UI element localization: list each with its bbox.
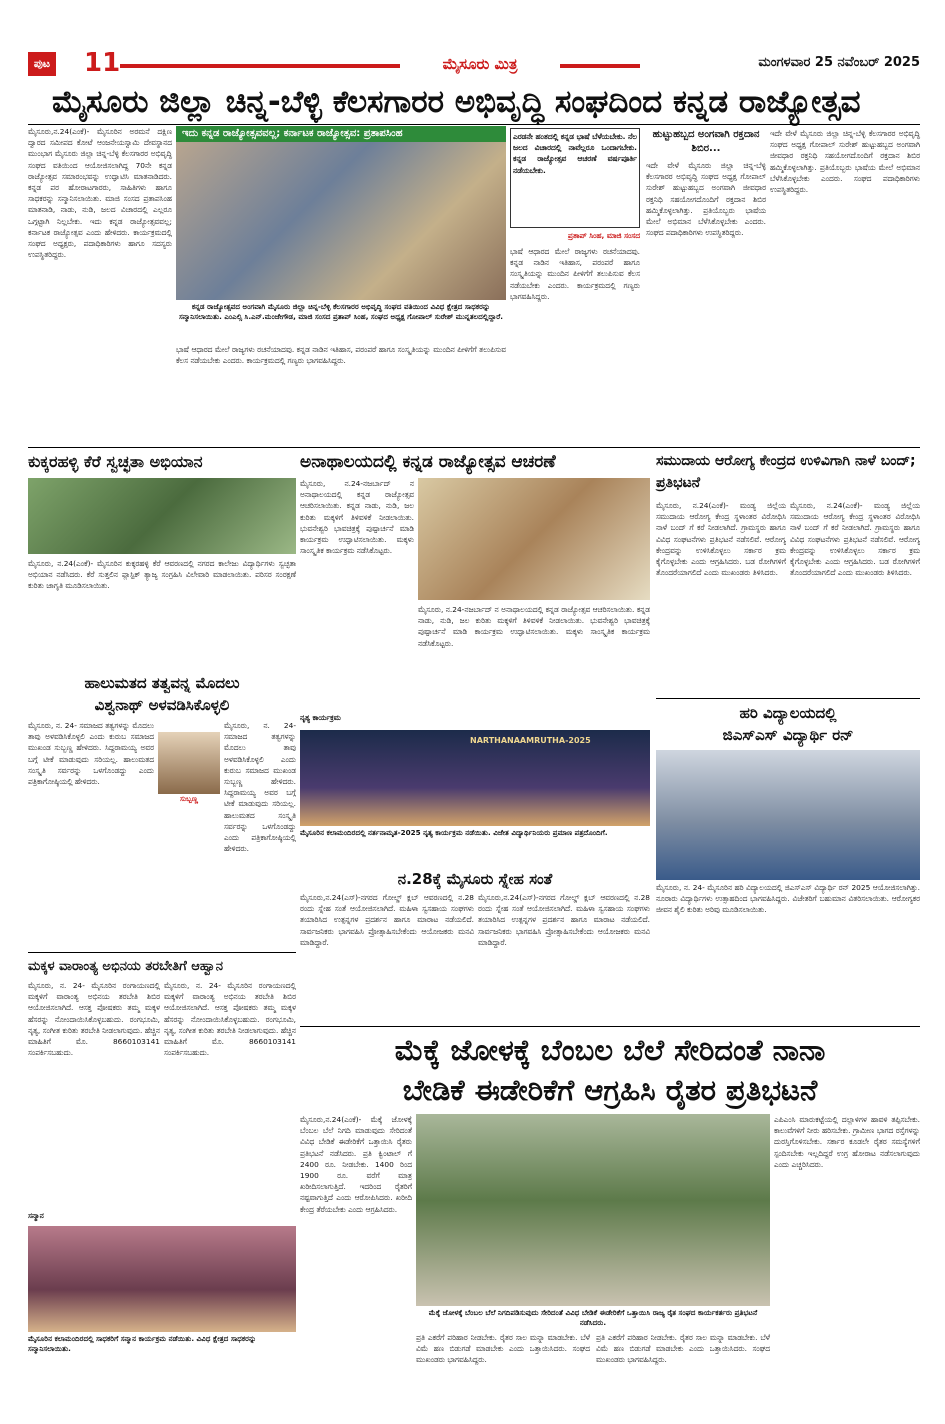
mekke-article-under: ಪ್ರತಿ ಎಕರೆಗೆ ಪರಿಹಾರ ನೀಡಬೇಕು. ರೈತರ ಸಾಲ ಮನ್ನಾ ಮಾಡಬೇಕು. ಬೆಳೆ ವಿಮೆ ಹಣ ಬಿಡುಗಡೆ ಮಾಡಬೇಕು ಎಂದು ಒತ್ತಾಯಿಸಿದರು. ಸಂಘದ ಮುಖಂಡರು ಭಾಗವಹಿಸಿದ್ದರು. <box>416 1333 590 1365</box>
community-article: ಮೈಸೂರು, ನ.24(ಎಂಕೆ)- ಮಂಡ್ಯ ಜಿಲ್ಲೆಯ ಸಮುದಾಯ ಆರೋಗ್ಯ ಕೇಂದ್ರ ಸ್ಥಳಾಂತರ ವಿರೋಧಿಸಿ ನಾಳೆ ಬಂದ್ ಗೆ ಕರೆ ನೀಡಲಾಗಿದೆ. ಗ್ರಾಮಸ್ಥರು ಹಾಗೂ ವಿವಿಧ ಸಂಘಟನೆಗಳು ಪ್ರತಿಭಟನೆ ನಡೆಸಲಿವೆ. ಆರೋಗ್ಯ ಕೇಂದ್ರವನ್ನು ಉಳಿಸಿಕೊಳ್ಳಲು ಸರ್ಕಾರ ಕ್ರಮ ಕೈಗೊಳ್ಳಬೇಕು ಎಂದು ಆಗ್ರಹಿಸಿದರು. ಬಡ ರೋಗಿಗಳಿಗೆ ತೊಂದರೆಯಾಗಲಿದೆ ಎಂದು ಮುಖಂಡರು ತಿಳಿಸಿದರು. <box>656 501 786 578</box>
issue-date: ಮಂಗಳವಾರ 25 ನವೆಂಬರ್ 2025 <box>640 52 920 74</box>
halumatha-headline-2: ವಿಶ್ವನಾಥ್ ಅಳವಡಿಸಿಕೊಳ್ಳಲಿ <box>94 696 230 714</box>
lead-article-col1: ಮೈಸೂರು,ನ.24(ಎಂಕೆ)- ಮೈಸೂರಿನ ಅರಮನೆ ದಕ್ಷಿಣ ದ್ವಾರದ ಸಮೀಪದ ಕೋಟೆ ಆಂಜನೇಯಸ್ವಾಮಿ ದೇವಸ್ಥಾನದ ಮುಂಭಾಗ ಮೈಸೂರು ಜಿಲ್ಲಾ ಚಿನ್ನ-ಬೆಳ್ಳಿ ಕೆಲಸಗಾರರ ಅಭಿವೃದ್ಧಿ ಸಂಘದ ವತಿಯಿಂದ ಆಯೋಜಿಸಲಾಗಿದ್ದ 70ನೇ ಕನ್ನಡ ರಾಜ್ಯೋತ್ಸವ ಸಮಾರಂಭವನ್ನು ಉದ್ಘಾಟಿಸಿ ಮಾತನಾಡಿದರು. ಕನ್ನಡ ಪರ ಹೋರಾಟಗಾರರು, ಸಾಹಿತಿಗಳು ಹಾಗೂ ಸಾಧಕರನ್ನು ಸನ್ಮಾನಿಸಲಾಯಿತು. ಮಾಜಿ ಸಂಸದ ಪ್ರತಾಪಸಿಂಹ ಮಾತನಾಡಿ, ನಾಡು, ನುಡಿ, ಜಲದ ವಿಚಾರದಲ್ಲಿ ಎಲ್ಲರೂ ಒಗ್ಗಟ್ಟಾಗಿ ನಿಲ್ಲಬೇಕು. ಇದು ಕನ್ನಡ ರಾಜ್ಯೋತ್ಸವವಲ್ಲ; ಕರ್ನಾಟಕ ರಾಜ್ಯೋತ್ಸವ ಎಂದು ಹೇಳಿದರು. ಕಾರ್ಯಕ್ರಮದಲ್ಲಿ ಸಂಘದ ಅಧ್ಯಕ್ಷರು, ಪದಾಧಿಕಾರಿಗಳು ಹಾಗೂ ಸದಸ್ಯರು ಉಪಸ್ಥಿತರಿದ್ದರು. <box>28 127 172 260</box>
hari-photo <box>656 750 920 880</box>
nritya-caption: ಮೈಸೂರಿನ ಕಲಾಮಂದಿರದಲ್ಲಿ ನರ್ತನಾಮೃತ-2025 ನೃತ್ಯ ಕಾರ್ಯಕ್ರಮ ನಡೆಯಿತು. ವಿಜೇತ ವಿದ್ಯಾರ್ಥಿನಿಯರು ಪ್ರಮಾಣ ಪತ್ರದೊಂದಿಗೆ. <box>300 828 608 837</box>
nritya-stage-text: NARTHANAAMRUTHA-2025 <box>470 736 591 745</box>
makkala-headline: ಮಕ್ಕಳ ವಾರಾಂತ್ಯ ಅಭಿನಯ ತರಬೇತಿಗೆ ಆಹ್ವಾನ <box>28 959 223 974</box>
halumatha-article: ಮೈಸೂರು, ನ. 24- ಸಮಾಜದ ತತ್ವಗಳನ್ನು ಮೊದಲು ತಾವು ಅಳವಡಿಸಿಕೊಳ್ಳಲಿ ಎಂದು ಕುರುಬ ಸಮಾಜದ ಮುಖಂಡ ಸುಬ್ಬಣ್ಣ ಹೇಳಿದರು. ಸಿದ್ದರಾಮಯ್ಯ ಅವರ ಬಗ್ಗೆ ಟೀಕೆ ಮಾಡುವುದು ಸರಿಯಲ್ಲ. ಹಾಲುಮತದ ಸಂಸ್ಕೃತಿ ಸರ್ವರನ್ನು ಒಳಗೊಂಡದ್ದು ಎಂದು ಪತ್ರಿಕಾಗೋಷ್ಠಿಯಲ್ಲಿ ಹೇಳಿದರು. <box>28 721 154 787</box>
sanmana-label: ಸನ್ಮಾನ <box>28 1211 44 1220</box>
anathalaya-article-2: ಮೈಸೂರು, ನ.24-ನಜರ್ಬಾದ್ ನ ಅನಾಥಾಲಯದಲ್ಲಿ ಕನ್ನಡ ರಾಜ್ಯೋತ್ಸವ ಆಚರಿಸಲಾಯಿತು. ಕನ್ನಡ ನಾಡು, ನುಡಿ, ಜಲ ಕುರಿತು ಮಕ್ಕಳಿಗೆ ತಿಳಿವಳಿಕೆ ನೀಡಲಾಯಿತು. ಭುವನೇಶ್ವರಿ ಭಾವಚಿತ್ರಕ್ಕೆ ಪುಷ್ಪಾರ್ಚನೆ ಮಾಡಿ ಕಾರ್ಯಕ್ರಮ ಉದ್ಘಾಟಿಸಲಾಯಿತು. ಮಕ್ಕಳು ಸಾಂಸ್ಕೃತಿಕ ಕಾರ್ಯಕ್ರಮ ನಡೆಸಿಕೊಟ್ಟರು. <box>418 605 650 648</box>
mekke-article: ಮೈಸೂರು,ನ.24(ಎಂಕೆ)- ಮೆಕ್ಕೆ ಜೋಳಕ್ಕೆ ಬೆಂಬಲ ಬೆಲೆ ನಿಗದಿ ಮಾಡುವುದು ಸೇರಿದಂತೆ ವಿವಿಧ ಬೇಡಿಕೆ ಈಡೇರಿಕೆಗೆ ಒತ್ತಾಯಿಸಿ ರೈತರು ಪ್ರತಿಭಟನೆ ನಡೆಸಿದರು. ಪ್ರತಿ ಕ್ವಿಂಟಾಲ್ ಗೆ 2400 ರೂ. ನೀಡಬೇಕು. 1400 ರಿಂದ 1900 ರೂ. ವರೆಗೆ ಮಾತ್ರ ಖರೀದಿಸಲಾಗುತ್ತಿದೆ. ಇದರಿಂದ ರೈತರಿಗೆ ನಷ್ಟವಾಗುತ್ತಿದೆ ಎಂದು ಆರೋಪಿಸಿದರು. ಖರೀದಿ ಕೇಂದ್ರ ತೆರೆಯಬೇಕು ಎಂದು ಆಗ್ರಹಿಸಿದರು. <box>300 1115 412 1214</box>
side-article-2: ಇದೇ ವೇಳೆ ಮೈಸೂರು ಜಿಲ್ಲಾ ಚಿನ್ನ-ಬೆಳ್ಳಿ ಕೆಲಸಗಾರರ ಅಭಿವೃದ್ಧಿ ಸಂಘದ ಅಧ್ಯಕ್ಷ ಗೋಪಾಲ್ ಸುರೇಶ್ ಹುಟ್ಟುಹಬ್ಬದ ಅಂಗವಾಗಿ ಜೀವಧಾರ ರಕ್ತನಿಧಿ ಸಹಯೋಗದೊಂದಿಗೆ ರಕ್ತದಾನ ಶಿಬಿರ ಹಮ್ಮಿಕೊಳ್ಳಲಾಗಿತ್ತು. ಪ್ರತಿಯೊಬ್ಬರು ಭಾಷೆಯ ಮೇಲೆ ಅಭಿಮಾನ ಬೆಳೆಸಿಕೊಳ್ಳಬೇಕು ಎಂದರು. ಸಂಘದ ಪದಾಧಿಕಾರಿಗಳು ಉಪಸ್ಥಿತರಿದ್ದರು. <box>770 129 920 195</box>
subbanna-photo <box>158 732 220 794</box>
divider <box>28 124 920 125</box>
kukkarahalli-headline: ಕುಕ್ಕರಹಳ್ಳಿ ಕೆರೆ ಸ್ವಚ್ಛತಾ ಅಭಿಯಾನ <box>28 452 203 471</box>
subbanna-photo-label: ಸುಬ್ಬಣ್ಣ <box>180 794 198 803</box>
mekke-headline-2: ಬೇಡಿಕೆ ಈಡೇರಿಕೆಗೆ ಆಗ್ರಹಿಸಿ ರೈತರ ಪ್ರತಿಭಟನೆ <box>402 1073 818 1107</box>
mekke-caption: ಮೆಕ್ಕೆ ಜೋಳಕ್ಕೆ ಬೆಂಬಲ ಬೆಲೆ ನಿಗದಿಪಡಿಸುವುದು ಸೇರಿದಂತೆ ವಿವಿಧ ಬೇಡಿಕೆ ಈಡೇರಿಕೆಗೆ ಒತ್ತಾಯಿಸಿ ರಾಜ್ಯ ರೈತ ಸಂಘದ ಕಾರ್ಯಕರ್ತರು ಪ್ರತಿಭಟನೆ ನಡೆಸಿದರು. <box>428 1308 758 1327</box>
community-article-2: ಮೈಸೂರು, ನ.24(ಎಂಕೆ)- ಮಂಡ್ಯ ಜಿಲ್ಲೆಯ ಸಮುದಾಯ ಆರೋಗ್ಯ ಕೇಂದ್ರ ಸ್ಥಳಾಂತರ ವಿರೋಧಿಸಿ ನಾಳೆ ಬಂದ್ ಗೆ ಕರೆ ನೀಡಲಾಗಿದೆ. ಗ್ರಾಮಸ್ಥರು ಹಾಗೂ ವಿವಿಧ ಸಂಘಟನೆಗಳು ಪ್ರತಿಭಟನೆ ನಡೆಸಲಿವೆ. ಆರೋಗ್ಯ ಕೇಂದ್ರವನ್ನು ಉಳಿಸಿಕೊಳ್ಳಲು ಸರ್ಕಾರ ಕ್ರಮ ಕೈಗೊಳ್ಳಬೇಕು ಎಂದು ಆಗ್ರಹಿಸಿದರು. ಬಡ ರೋಗಿಗಳಿಗೆ ತೊಂದರೆಯಾಗಲಿದೆ ಎಂದು ಮುಖಂಡರು ತಿಳಿಸಿದರು. <box>790 501 920 578</box>
sanmana-photo <box>28 1226 296 1332</box>
sneha-headline: ನ.28ಕ್ಕೆ ಮೈಸೂರು ಸ್ನೇಹ ಸಂತೆ <box>397 870 553 888</box>
mekke-article-right: ಎಪಿಎಂಸಿ ಮಾರುಕಟ್ಟೆಯಲ್ಲಿ ದಲ್ಲಾಳಿಗಳ ಹಾವಳಿ ತಪ್ಪಿಸಬೇಕು. ಕಾಲುವೆಗಳಿಗೆ ನೀರು ಹರಿಸಬೇಕು. ಗ್ರಾಮೀಣ ಭಾಗದ ರಸ್ತೆಗಳನ್ನು ದುರಸ್ತಿಗೊಳಿಸಬೇಕು. ಸರ್ಕಾರ ಕೂಡಲೇ ರೈತರ ಸಮಸ್ಯೆಗಳಿಗೆ ಸ್ಪಂದಿಸಬೇಕು ಇಲ್ಲದಿದ್ದರೆ ಉಗ್ರ ಹೋರಾಟ ನಡೆಸಲಾಗುವುದು ಎಂದು ಎಚ್ಚರಿಸಿದರು. <box>774 1115 920 1169</box>
lead-photo <box>176 142 506 300</box>
hari-headline-2: ಜಿಎಸ್‌ಎಸ್ ವಿದ್ಯಾರ್ಥಿ ರನ್ <box>722 726 854 744</box>
quote-author: ಪ್ರತಾಪ್ ಸಿಂಹ, ಮಾಜಿ ಸಂಸದ <box>567 231 640 240</box>
lead-caption: ಕನ್ನಡ ರಾಜ್ಯೋತ್ಸವದ ಅಂಗವಾಗಿ ಮೈಸೂರು ಜಿಲ್ಲಾ ಚಿನ್ನ-ಬೆಳ್ಳಿ ಕೆಲಸಗಾರರ ಅಭಿವೃದ್ಧಿ ಸಂಘದ ವತಿಯಿಂದ ವಿವಿಧ ಕ್ಷೇತ್ರದ ಸಾಧಕರನ್ನು ಸನ್ಮಾನಿಸಲಾಯಿತು. ಎಂಎಲ್ಸಿ ಸಿ.ಎನ್.ಮಂಜೇಗೌಡ, ಮಾಜಿ ಸಂಸದ ಪ್ರತಾಪ್ ಸಿಂಹ, ಸಂಘದ ಅಧ್ಯಕ್ಷ ಗೋಪಾಲ್ ಸುರೇಶ್ ಮುನ್ನತಲದಲ್ಲಿದ್ದಾರೆ. <box>178 302 504 321</box>
paper-name: ಮೈಸೂರು ಮಿತ್ರ <box>400 52 560 76</box>
community-headline: ಸಮುದಾಯ ಆರೋಗ್ಯ ಕೇಂದ್ರದ ಉಳಿವಿಗಾಗಿ ನಾಳೆ ಬಂದ್; ಪ್ರತಿಭಟನೆ <box>656 453 916 491</box>
side-article: ಇದೇ ವೇಳೆ ಮೈಸೂರು ಜಿಲ್ಲಾ ಚಿನ್ನ-ಬೆಳ್ಳಿ ಕೆಲಸಗಾರರ ಅಭಿವೃದ್ಧಿ ಸಂಘದ ಅಧ್ಯಕ್ಷ ಗೋಪಾಲ್ ಸುರೇಶ್ ಹುಟ್ಟುಹಬ್ಬದ ಅಂಗವಾಗಿ ಜೀವಧಾರ ರಕ್ತನಿಧಿ ಸಹಯೋಗದೊಂದಿಗೆ ರಕ್ತದಾನ ಶಿಬಿರ ಹಮ್ಮಿಕೊಳ್ಳಲಾಗಿತ್ತು. ಪ್ರತಿಯೊಬ್ಬರು ಭಾಷೆಯ ಮೇಲೆ ಅಭಿಮಾನ ಬೆಳೆಸಿಕೊಳ್ಳಬೇಕು ಎಂದರು. ಸಂಘದ ಪದಾಧಿಕಾರಿಗಳು ಉಪಸ್ಥಿತರಿದ್ದರು. <box>646 161 766 238</box>
anathalaya-article: ಮೈಸೂರು, ನ.24-ನಜರ್ಬಾದ್ ನ ಅನಾಥಾಲಯದಲ್ಲಿ ಕನ್ನಡ ರಾಜ್ಯೋತ್ಸವ ಆಚರಿಸಲಾಯಿತು. ಕನ್ನಡ ನಾಡು, ನುಡಿ, ಜಲ ಕುರಿತು ಮಕ್ಕಳಿಗೆ ತಿಳಿವಳಿಕೆ ನೀಡಲಾಯಿತು. ಭುವನೇಶ್ವರಿ ಭಾವಚಿತ್ರಕ್ಕೆ ಪುಷ್ಪಾರ್ಚನೆ ಮಾಡಿ ಕಾರ್ಯಕ್ರಮ ಉದ್ಘಾಟಿಸಲಾಯಿತು. ಮಕ್ಕಳು ಸಾಂಸ್ಕೃತಿಕ ಕಾರ್ಯಕ್ರಮ ನಡೆಸಿಕೊಟ್ಟರು. <box>300 479 414 556</box>
kukkarahalli-photo <box>28 478 296 554</box>
mekke-article-under-2: ಪ್ರತಿ ಎಕರೆಗೆ ಪರಿಹಾರ ನೀಡಬೇಕು. ರೈತರ ಸಾಲ ಮನ್ನಾ ಮಾಡಬೇಕು. ಬೆಳೆ ವಿಮೆ ಹಣ ಬಿಡುಗಡೆ ಮಾಡಬೇಕು ಎಂದು ಒತ್ತಾಯಿಸಿದರು. ಸಂಘದ ಮುಖಂಡರು ಭಾಗವಹಿಸಿದ್ದರು. <box>596 1333 770 1365</box>
lead-article-mid: ಭಾಷೆ ಆಧಾರದ ಮೇಲೆ ರಾಜ್ಯಗಳು ರಚನೆಯಾದವು. ಕನ್ನಡ ನಾಡಿನ ಇತಿಹಾಸ, ಪರಂಪರೆ ಹಾಗೂ ಸಂಸ್ಕೃತಿಯನ್ನು ಮುಂದಿನ ಪೀಳಿಗೆಗೆ ತಲುಪಿಸುವ ಕೆಲಸ ನಡೆಯಬೇಕು ಎಂದರು. ಕಾರ್ಯಕ್ರಮದಲ್ಲಿ ಗಣ್ಯರು ಭಾಗವಹಿಸಿದ್ದರು. <box>176 345 506 366</box>
nritya-label: ನೃತ್ಯ ಕಾರ್ಯಕ್ರಮ <box>300 713 341 722</box>
lead-article-col3: ಭಾಷೆ ಆಧಾರದ ಮೇಲೆ ರಾಜ್ಯಗಳು ರಚನೆಯಾದವು. ಕನ್ನಡ ನಾಡಿನ ಇತಿಹಾಸ, ಪರಂಪರೆ ಹಾಗೂ ಸಂಸ್ಕೃತಿಯನ್ನು ಮುಂದಿನ ಪೀಳಿಗೆಗೆ ತಲುಪಿಸುವ ಕೆಲಸ ನಡೆಯಬೇಕು ಎಂದರು. ಕಾರ್ಯಕ್ರಮದಲ್ಲಿ ಗಣ್ಯರು ಭಾಗವಹಿಸಿದ್ದರು. <box>510 247 640 301</box>
kukkarahalli-article: ಮೈಸೂರು, ನ.24(ಎಂಕೆ)- ಮೈಸೂರಿನ ಕುಕ್ಕರಹಳ್ಳಿ ಕೆರೆ ಆವರಣದಲ್ಲಿ ನಗರದ ಕಾಲೇಜು ವಿದ್ಯಾರ್ಥಿಗಳು ಸ್ವಚ್ಛತಾ ಅಭಿಯಾನ ನಡೆಸಿದರು. ಕೆರೆ ಸುತ್ತಲಿನ ಪ್ಲಾಸ್ಟಿಕ್ ತ್ಯಾಜ್ಯ ಸಂಗ್ರಹಿಸಿ ವಿಲೇವಾರಿ ಮಾಡಲಾಯಿತು. ಪರಿಸರ ಸಂರಕ್ಷಣೆ ಕುರಿತು ಜಾಗೃತಿ ಮೂಡಿಸಲಾಯಿತು. <box>28 559 296 591</box>
hari-headline-1: ಹರಿ ವಿದ್ಯಾಲಯದಲ್ಲಿ <box>739 704 837 722</box>
lead-headline: ಮೈಸೂರು ಜಿಲ್ಲಾ ಚಿನ್ನ-ಬೆಳ್ಳಿ ಕೆಲಸಗಾರರ ಅಭಿವೃದ್ಧಿ ಸಂಘದಿಂದ ಕನ್ನಡ ರಾಜ್ಯೋತ್ಸವ <box>52 84 861 120</box>
page-number: 11 <box>84 48 121 78</box>
makkala-article: ಮೈಸೂರು, ನ. 24- ಮೈಸೂರಿನ ರಂಗಾಯಣದಲ್ಲಿ ಮಕ್ಕಳಿಗೆ ವಾರಾಂತ್ಯ ಅಭಿನಯ ತರಬೇತಿ ಶಿಬಿರ ಆಯೋಜಿಸಲಾಗಿದೆ. ಆಸಕ್ತ ಪೋಷಕರು ತಮ್ಮ ಮಕ್ಕಳ ಹೆಸರನ್ನು ನೋಂದಾಯಿಸಿಕೊಳ್ಳಬಹುದು. ರಂಗಭೂಮಿ, ನೃತ್ಯ, ಸಂಗೀತ ಕುರಿತು ತರಬೇತಿ ನೀಡಲಾಗುವುದು. ಹೆಚ್ಚಿನ ಮಾಹಿತಿಗೆ ಮೊ. 8660103141 ಸಂಪರ್ಕಿಸಬಹುದು. <box>28 981 160 1058</box>
divider <box>28 952 296 953</box>
mekke-photo <box>416 1114 770 1306</box>
quote-box: ಎರಡನೇ ಹಂತದಲ್ಲಿ ಕನ್ನಡ ಭಾಷೆ ಬೆಳೆಯಬೇಕು. ನೆಲ ಜಲದ ವಿಚಾರದಲ್ಲಿ ನಾವೆಲ್ಲರೂ ಒಂದಾಗಬೇಕು. ಕನ್ನಡ ರಾಜ್ಯೋತ್ಸವ ಆಚರಣೆ ವರ್ಷಪೂರ್ತಿ ನಡೆಯಬೇಕು. <box>510 128 640 228</box>
sneha-article: ಮೈಸೂರು,ನ.24(ಎಸ್)-ನಗರದ ಗೋಲ್ಡ್ ಕ್ಲಬ್ ಆವರಣದಲ್ಲಿ ನ.28 ರಂದು ಸ್ನೇಹ ಸಂತೆ ಆಯೋಜಿಸಲಾಗಿದೆ. ಮಹಿಳಾ ಸ್ವಸಹಾಯ ಸಂಘಗಳು ತಯಾರಿಸಿದ ಉತ್ಪನ್ನಗಳ ಪ್ರದರ್ಶನ ಹಾಗೂ ಮಾರಾಟ ನಡೆಯಲಿದೆ. ಸಾರ್ವಜನಿಕರು ಭಾಗವಹಿಸಿ ಪ್ರೋತ್ಸಾಹಿಸಬೇಕೆಂದು ಆಯೋಜಕರು ಮನವಿ ಮಾಡಿದ್ದಾರೆ. <box>300 893 474 947</box>
anathalaya-headline: ಅನಾಥಾಲಯದಲ್ಲಿ ಕನ್ನಡ ರಾಜ್ಯೋತ್ಸವ ಆಚರಣೆ <box>300 452 556 472</box>
sanmana-caption: ಮೈಸೂರಿನ ಕಲಾಮಂದಿರದಲ್ಲಿ ಸಾಧಕರಿಗೆ ಸನ್ಮಾನ ಕಾರ್ಯಕ್ರಮ ನಡೆಯಿತು. ವಿವಿಧ ಕ್ಷೇತ್ರದ ಸಾಧಕರನ್ನು ಸನ್ಮಾನಿಸಲಾಯಿತು. <box>28 1334 257 1353</box>
divider <box>300 1026 920 1027</box>
divider <box>28 447 920 448</box>
sneha-article-2: ಮೈಸೂರು,ನ.24(ಎಸ್)-ನಗರದ ಗೋಲ್ಡ್ ಕ್ಲಬ್ ಆವರಣದಲ್ಲಿ ನ.28 ರಂದು ಸ್ನೇಹ ಸಂತೆ ಆಯೋಜಿಸಲಾಗಿದೆ. ಮಹಿಳಾ ಸ್ವಸಹಾಯ ಸಂಘಗಳು ತಯಾರಿಸಿದ ಉತ್ಪನ್ನಗಳ ಪ್ರದರ್ಶನ ಹಾಗೂ ಮಾರಾಟ ನಡೆಯಲಿದೆ. ಸಾರ್ವಜನಿಕರು ಭಾಗವಹಿಸಿ ಪ್ರೋತ್ಸಾಹಿಸಬೇಕೆಂದು ಆಯೋಜಕರು ಮನವಿ ಮಾಡಿದ್ದಾರೆ. <box>478 893 650 947</box>
lead-banner: ಇದು ಕನ್ನಡ ರಾಜ್ಯೋತ್ಸವವಲ್ಲ; ಕರ್ನಾಟಕ ರಾಜ್ಯೋತ್ಸವ: ಪ್ರತಾಪಸಿಂಹ <box>176 126 506 142</box>
anathalaya-photo <box>418 478 650 600</box>
page-label: ಪುಟ <box>28 52 56 76</box>
makkala-article-2: ಮೈಸೂರು, ನ. 24- ಮೈಸೂರಿನ ರಂಗಾಯಣದಲ್ಲಿ ಮಕ್ಕಳಿಗೆ ವಾರಾಂತ್ಯ ಅಭಿನಯ ತರಬೇತಿ ಶಿಬಿರ ಆಯೋಜಿಸಲಾಗಿದೆ. ಆಸಕ್ತ ಪೋಷಕರು ತಮ್ಮ ಮಕ್ಕಳ ಹೆಸರನ್ನು ನೋಂದಾಯಿಸಿಕೊಳ್ಳಬಹುದು. ರಂಗಭೂಮಿ, ನೃತ್ಯ, ಸಂಗೀತ ಕುರಿತು ತರಬೇತಿ ನೀಡಲಾಗುವುದು. ಹೆಚ್ಚಿನ ಮಾಹಿತಿಗೆ ಮೊ. 8660103141 ಸಂಪರ್ಕಿಸಬಹುದು. <box>164 981 296 1058</box>
nritya-photo <box>300 730 650 826</box>
mekke-headline-1: ಮೆಕ್ಕೆ ಜೋಳಕ್ಕೆ ಬೆಂಬಲ ಬೆಲೆ ಸೇರಿದಂತೆ ನಾನಾ <box>394 1033 826 1067</box>
divider <box>656 698 920 699</box>
hari-article: ಮೈಸೂರು, ನ. 24- ಮೈಸೂರಿನ ಹರಿ ವಿದ್ಯಾಲಯದಲ್ಲಿ ಜಿಎಸ್ಎಸ್ ವಿದ್ಯಾರ್ಥಿ ರನ್ 2025 ಆಯೋಜಿಸಲಾಗಿತ್ತು. ನೂರಾರು ವಿದ್ಯಾರ್ಥಿಗಳು ಉತ್ಸಾಹದಿಂದ ಭಾಗವಹಿಸಿದ್ದರು. ವಿಜೇತರಿಗೆ ಬಹುಮಾನ ವಿತರಿಸಲಾಯಿತು. ಆರೋಗ್ಯಕರ ಜೀವನ ಶೈಲಿ ಕುರಿತು ಅರಿವು ಮೂಡಿಸಲಾಯಿತು. <box>656 883 920 915</box>
halumatha-article-2: ಮೈಸೂರು, ನ. 24- ಸಮಾಜದ ತತ್ವಗಳನ್ನು ಮೊದಲು ತಾವು ಅಳವಡಿಸಿಕೊಳ್ಳಲಿ ಎಂದು ಕುರುಬ ಸಮಾಜದ ಮುಖಂಡ ಸುಬ್ಬಣ್ಣ ಹೇಳಿದರು. ಸಿದ್ದರಾಮಯ್ಯ ಅವರ ಬಗ್ಗೆ ಟೀಕೆ ಮಾಡುವುದು ಸರಿಯಲ್ಲ. ಹಾಲುಮತದ ಸಂಸ್ಕೃತಿ ಸರ್ವರನ್ನು ಒಳಗೊಂಡದ್ದು ಎಂದು ಪತ್ರಿಕಾಗೋಷ್ಠಿಯಲ್ಲಿ ಹೇಳಿದರು. <box>224 721 296 854</box>
halumatha-headline-1: ಹಾಲುಮತದ ತತ್ವವನ್ನ ಮೊದಲು <box>84 674 240 692</box>
side-headline: ಹುಟ್ಟುಹಬ್ಬದ ಅಂಗವಾಗಿ ರಕ್ತದಾನ ಶಿಬಿರ... <box>652 129 760 154</box>
